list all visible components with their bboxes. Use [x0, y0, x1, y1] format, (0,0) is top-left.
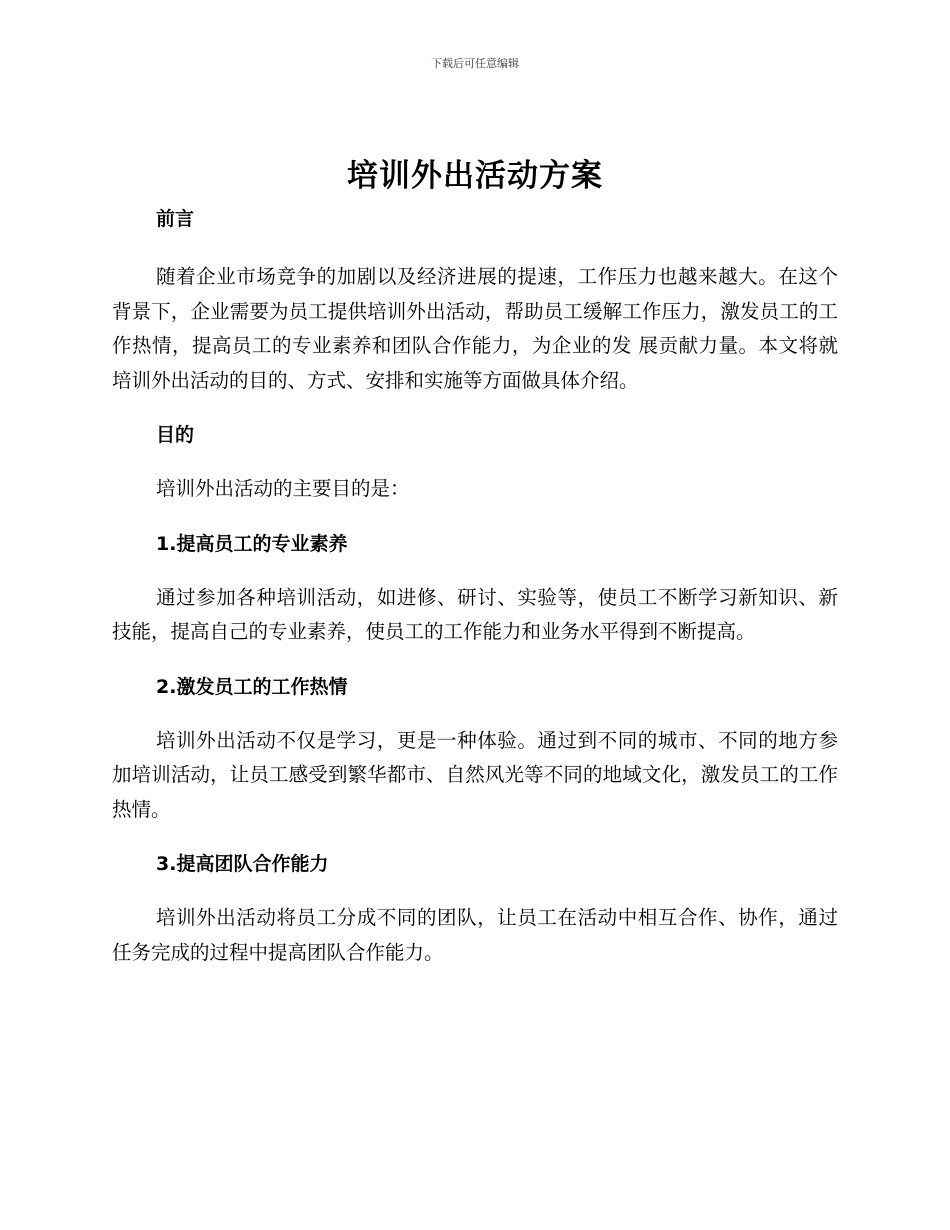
subheading-item-2: 2.激发员工的工作热情: [156, 675, 348, 698]
paragraph-preface: 随着企业市场竞争的加剧以及经济进展的提速，工作压力也越来越大。在这个背景下，企业需要为员工提供培训外出活动，帮助员工缓解工作压力，激发员工的工作热情，提高员工的专业素养和团队合作能力，为企业的发 展贡献力量。本文将就培训外出活动的目的、方式、安排和实施等方面做具体介绍。: [112, 265, 838, 392]
subheading-item-3: 3.提高团队合作能力: [156, 853, 329, 875]
paragraph-item-3: 培训外出活动将员工分成不同的团队，让员工在活动中相互合作、协作，通过任务完成的过程中提高团队合作能力。: [112, 906, 838, 964]
document-body: [112, 202, 838, 970]
header-note: 下载后可任意编辑: [431, 57, 519, 70]
paragraph-item-2: 培训外出活动不仅是学习，更是一种体验。通过到不同的城市、不同的地方参加培训活动，让员工感受到繁华都市、自然风光等不同的地域文化，激发员工的工作热情。: [112, 728, 838, 821]
document-title: 培训外出活动方案: [347, 158, 603, 194]
paragraph-purpose-intro: 培训外出活动的主要目的是：: [156, 477, 410, 500]
subheading-item-1: 1.提高员工的专业素养: [156, 532, 348, 555]
section-heading-purpose: 目的: [156, 424, 195, 446]
section-heading-preface: 前言: [156, 208, 195, 230]
paragraph-item-1: 通过参加各种培训活动，如进修、研讨、实验等，使员工不断学习新知识、新技能，提高自己的专业素养，使员工的工作能力和业务水平得到不断提高。: [112, 585, 838, 643]
